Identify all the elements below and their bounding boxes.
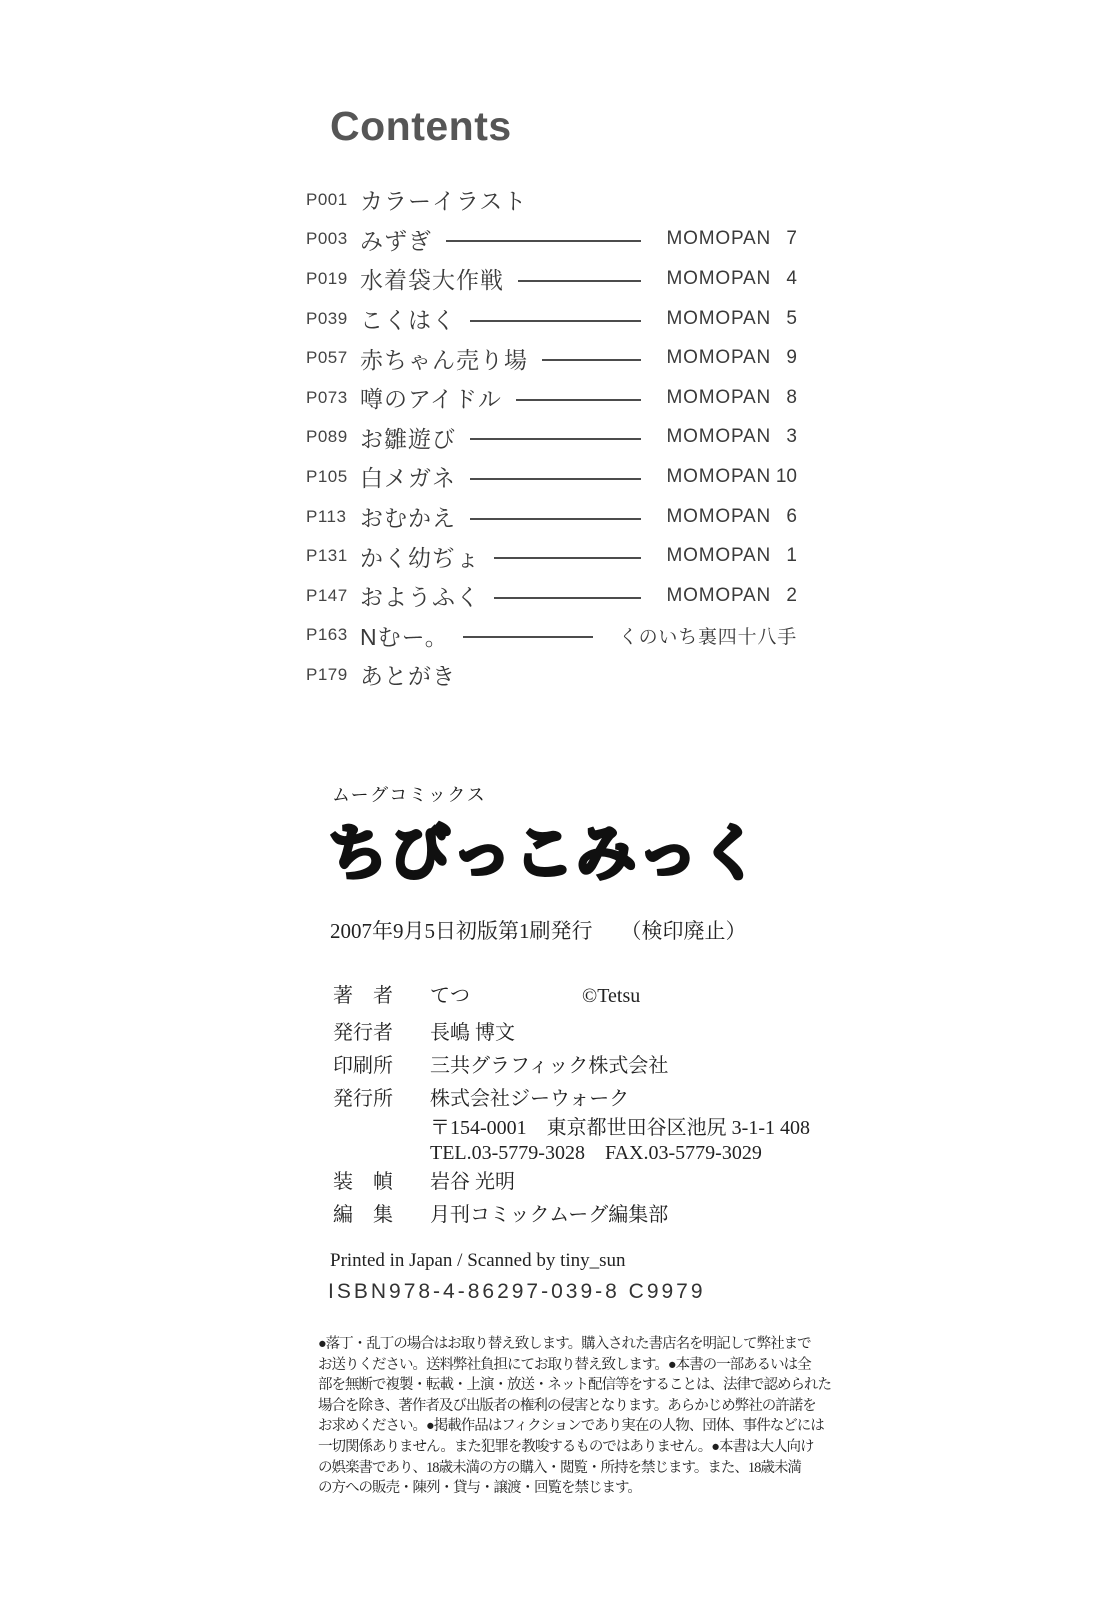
legal-line: の方への販売・陳列・貸与・譲渡・回覧を禁じます。: [318, 1480, 641, 1497]
toc-series-number: 1: [786, 545, 797, 567]
toc-row: [306, 180, 797, 220]
credit-label: 編 集: [333, 1204, 393, 1226]
toc-page-number: P147: [306, 585, 348, 605]
toc-series-number: 10: [775, 465, 797, 487]
toc-row: [306, 576, 797, 616]
imprint-label: ムーグコミックス: [332, 785, 487, 805]
toc-leader-rule: [494, 557, 641, 559]
toc-row: [306, 378, 797, 418]
toc-title: 噂のアイドル: [360, 386, 502, 413]
toc-row: [306, 616, 797, 656]
toc-title: カラーイラスト: [360, 188, 528, 215]
book-title-logo: ちびっこみっく: [328, 820, 762, 887]
isbn-line: ISBN978-4-86297-039-8 C9979: [328, 1280, 706, 1303]
toc-leader-rule: [463, 636, 593, 638]
colophon-credit-row: [333, 980, 813, 1013]
toc-series-number: 9: [786, 347, 797, 369]
legal-line: お求めください。●掲載作品はフィクションであり実在の人物、団体、事件などには: [318, 1418, 824, 1435]
toc-leader-rule: [542, 359, 641, 361]
credit-value: 長嶋 博文: [430, 1022, 515, 1044]
toc-series-label: MOMOPAN: [666, 347, 771, 369]
colophon-credit-row: [333, 1141, 813, 1166]
toc-page-number: P019: [306, 268, 348, 288]
credit-value: 三共グラフィック株式会社: [430, 1055, 669, 1077]
toc-row: [306, 457, 797, 497]
toc-series-label: MOMOPAN: [666, 426, 771, 448]
edition-line: [330, 915, 747, 945]
colophon-credit-row: [333, 1116, 813, 1141]
toc-heading: Contents: [330, 103, 512, 149]
credit-label: 装 幀: [333, 1171, 393, 1193]
edition-date: 2007年9月5日初版第1刷発行: [330, 919, 593, 943]
toc-title: あとがき: [360, 663, 456, 690]
toc-page-number: P179: [306, 664, 348, 684]
toc-page-number: P073: [306, 387, 348, 407]
toc-title: Nむー。: [360, 623, 449, 650]
toc-title: 白メガネ: [360, 465, 456, 492]
toc-title: お雛遊び: [360, 425, 456, 452]
colophon-credit-row: [333, 1050, 813, 1083]
toc-series-label: MOMOPAN: [666, 307, 771, 329]
toc-series-label: くのいち裏四十八手: [618, 626, 797, 648]
toc-title: おむかえ: [360, 505, 456, 532]
colophon-credit-row: [333, 1199, 813, 1232]
credit-value: 〒154-0001 東京都世田谷区池尻 3-1-1 408: [430, 1117, 810, 1139]
toc-row: [306, 655, 797, 695]
toc-leader-rule: [470, 320, 641, 322]
legal-line: の娯楽書であり、18歳未満の方の購入・閲覧・所持を禁じます。また、18歳未満: [318, 1459, 801, 1476]
toc-series-number: 2: [786, 584, 797, 606]
credits-block: [333, 980, 813, 1232]
toc-row: [306, 536, 797, 576]
toc-series-number: 7: [786, 228, 797, 250]
toc-page-number: P105: [306, 466, 348, 486]
toc-row: [306, 259, 797, 299]
credit-label: 発行所: [333, 1088, 393, 1110]
colophon-credit-row: [333, 1083, 813, 1116]
toc-leader-rule: [470, 518, 641, 520]
toc-title: かく幼ぢょ: [360, 544, 480, 571]
toc-series-number: 8: [786, 386, 797, 408]
toc-page-number: P003: [306, 229, 348, 249]
toc-leader-rule: [516, 399, 641, 401]
legal-line: 部を無断で複製・転載・上演・放送・ネット配信等をすることは、法律で認められた: [318, 1377, 831, 1394]
toc-series-number: 5: [786, 307, 797, 329]
toc-page-number: P001: [306, 189, 348, 209]
toc-page-number: P163: [306, 625, 348, 645]
toc-title: こくはく: [360, 307, 456, 334]
toc-page-number: P113: [306, 506, 347, 526]
credit-label: 印刷所: [333, 1055, 393, 1077]
credit-value: 株式会社ジーウォーク: [430, 1088, 630, 1110]
toc-title: おようふく: [360, 584, 480, 611]
colophon-credit-row: [333, 1017, 813, 1050]
toc-leader-rule: [446, 240, 641, 242]
toc-page-number: P057: [306, 348, 348, 368]
toc-list: [306, 180, 797, 695]
toc-series-number: 3: [786, 426, 797, 448]
printed-in-japan-line: Printed in Japan / Scanned by tiny_sun: [330, 1250, 626, 1271]
toc-page-number: P131: [306, 546, 348, 566]
toc-leader-rule: [470, 438, 641, 440]
legal-line: ●落丁・乱丁の場合はお取り替え致します。購入された書店名を明記して弊社まで: [318, 1336, 811, 1352]
toc-title: 水着袋大作戦: [360, 267, 504, 294]
toc-series-label: MOMOPAN: [666, 465, 771, 487]
toc-series-number: 6: [786, 505, 797, 527]
legal-line: 場合を除き、著作者及び出版者の権利の侵害となります。あらかじめ弊社の許諾を: [318, 1397, 816, 1414]
toc-series-label: MOMOPAN: [666, 545, 771, 567]
toc-series-label: MOMOPAN: [666, 584, 771, 606]
colophon-credit-row: [333, 1166, 813, 1199]
legal-line: 一切関係ありません。また犯罪を教唆するものではありません。●本書は大人向け: [318, 1438, 814, 1455]
credit-label: 著 者: [333, 985, 393, 1007]
legal-line: お送りください。送料弊社負担にてお取り替え致します。●本書の一部あるいは全: [318, 1356, 811, 1373]
toc-row: [306, 220, 797, 260]
credit-value: 月刊コミックムーグ編集部: [430, 1204, 669, 1226]
toc-row: [306, 497, 797, 537]
credit-value: TEL.03-5779-3028 FAX.03-5779-3029: [430, 1142, 762, 1164]
toc-page-number: P089: [306, 427, 348, 447]
legal-notice: [318, 1334, 831, 1499]
credit-value: てつ: [430, 985, 470, 1007]
toc-series-label: MOMOPAN: [666, 505, 771, 527]
toc-series-number: 4: [786, 267, 797, 289]
toc-title: 赤ちゃん売り場: [360, 346, 528, 373]
toc-page-number: P039: [306, 308, 348, 328]
toc-row: [306, 299, 797, 339]
edition-note: （検印廃止）: [620, 919, 747, 943]
toc-row: [306, 338, 797, 378]
credit-value: 岩谷 光明: [430, 1171, 515, 1193]
toc-leader-rule: [494, 597, 641, 599]
toc-leader-rule: [518, 280, 641, 282]
credit-label: 発行者: [333, 1022, 393, 1044]
toc-series-label: MOMOPAN: [666, 386, 771, 408]
toc-leader-rule: [470, 478, 641, 480]
toc-series-label: MOMOPAN: [666, 228, 771, 250]
toc-row: [306, 418, 797, 458]
toc-series-label: MOMOPAN: [666, 267, 771, 289]
toc-title: みずぎ: [360, 227, 432, 254]
credit-note: ©Tetsu: [582, 985, 641, 1007]
